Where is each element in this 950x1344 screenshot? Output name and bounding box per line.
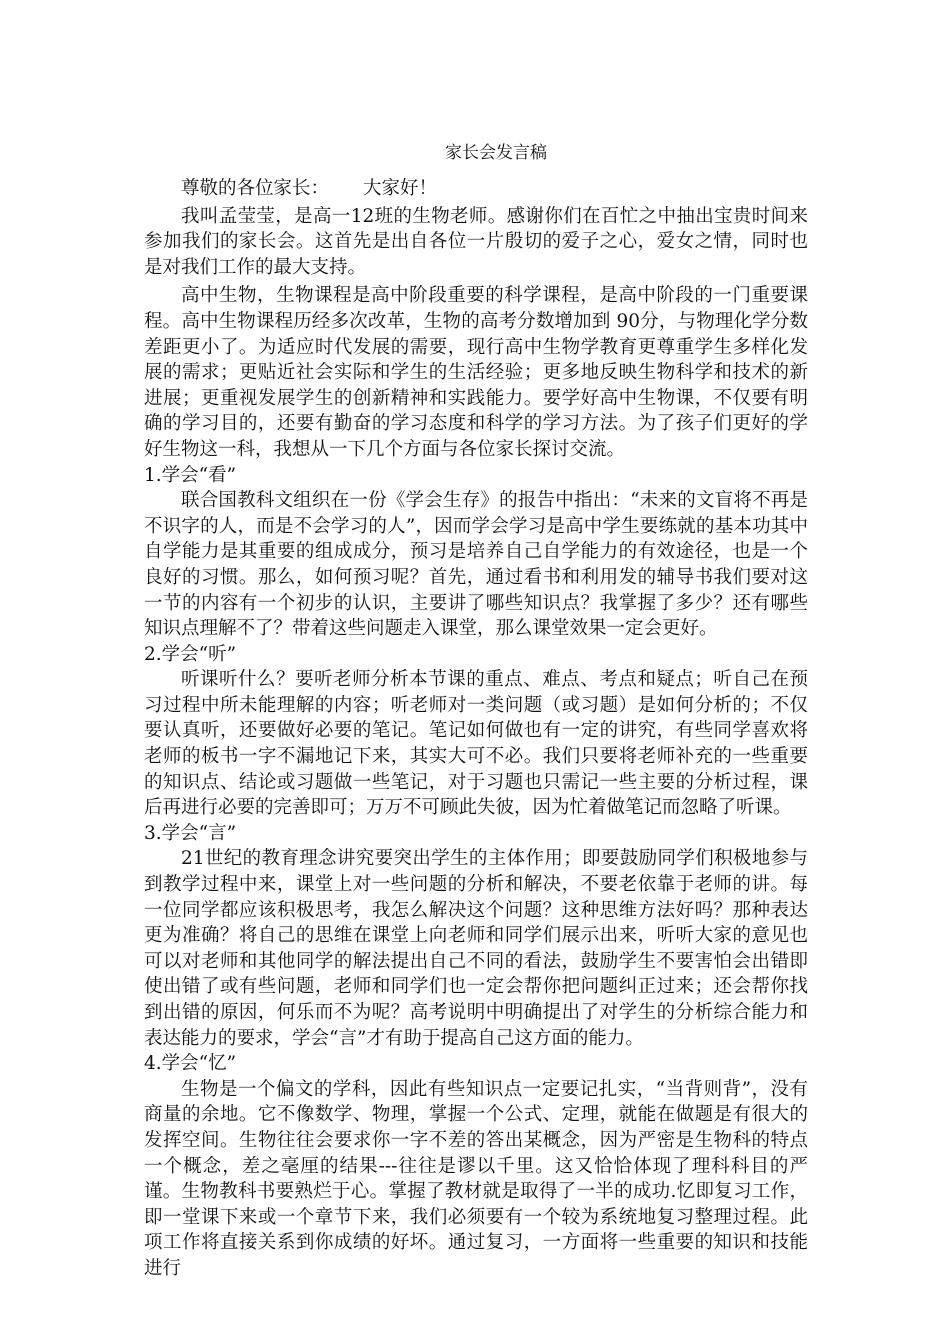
greeting-line bbox=[144, 176, 808, 202]
section-body-listen: 听课听什么？要听老师分析本节课的重点、难点、考点和疑点；听自己在预习过程中所未能理解的内容；听老师对一类问题（或习题）是如何分析的；不仅要认真听，还要做好必要的笔记。笔记如何做也有一定的讲究，有些同学喜欢将老师的板书一字不漏地记下来，其实大可不必。我们只要将老师补充的一些重要的知识点、结论或习题做一些笔记，对于习题也只需记一些主要的分析过程，课后再进行必要的完善即可；万万不可顾此失彼，因为忙着做笔记而忽略了听课。 bbox=[144, 669, 808, 819]
page-title: 家长会发言稿 bbox=[445, 143, 547, 163]
section-heading-speak: 3.学会“言” bbox=[144, 822, 237, 844]
biology-overview-paragraph: 高中生物，生物课程是高中阶段重要的科学课程，是高中阶段的一门重要课程。高中生物课程历经多次改革，生物的高考分数增加到 90分，与物理化学分数差距更小了。为适应时代发展的需要，现行高中生物学教育更尊重学生多样化发展的需求；更贴近社会实际和学生的生活经验；更多地反映生物科学和技术的新进展；更重视发展学生的创新精神和实践能力。要学好高中生物课，不仅要有明确的学习目的，还要有勤奋的学习态度和科学的学习方法。为了孩子们更好的学好生物这一科，我想从一下几个方面与各位家长探讨交流。 bbox=[144, 285, 808, 460]
section-heading-listen: 2.学会“听” bbox=[144, 643, 237, 665]
section-heading-recall: 4.学会“忆” bbox=[144, 1053, 237, 1075]
section-body-speak: 21世纪的教育理念讲究要突出学生的主体作用；即要鼓励同学们积极地参与到教学过程中来，课堂上对一些问题的分析和解决，不要老依靠于老师的讲。每一位同学都应该积极思考，我怎么解决这个问题？这种思维方法好吗？那种表达更为准确？将自己的思维在课堂上向老师和同学们展示出来，听听大家的意见也可以对老师和其他同学的解法提出自己不同的看法，鼓励学生不要害怕会出错即使出错了或有些问题，老师和同学们也一定会帮你把问题纠正过来；还会帮你找到出错的原因，何乐而不为呢？高考说明中明确提出了对学生的分析综合能力和表达能力的要求，学会“言”才有助于提高自己这方面的能力。 bbox=[144, 848, 808, 1049]
greeting-salutation: 尊敬的各位家长： bbox=[181, 178, 330, 199]
section-heading-look: 1.学会“看” bbox=[144, 464, 237, 486]
document-body bbox=[144, 141, 808, 1282]
intro-paragraph: 我叫孟莹莹，是高一12班的生物老师。感谢你们在百忙之中抽出宝贵时间来参加我们的家长会。这首先是出自各位一片殷切的爱子之心，爱女之情，同时也是对我们工作的最大支持。 bbox=[144, 205, 808, 278]
section-body-recall: 生物是一个偏文的学科，因此有些知识点一定要记扎实，“当背则背”，没有商量的余地。它不像数学、物理，掌握一个公式、定理，就能在做题是有很大的发挥空间。生物往往会要求你一字不差的答出某概念，因为严密是生物科的特点一个概念，差之毫厘的结果---往往是谬以千里。这又恰恰体现了理科科目的严谨。生物教科书要熟烂于心。掌握了教材就是取得了一半的成功.忆即复习工作，即一堂课下来或一个章节下来，我们必须要有一个较为系统地复习整理过程。此项工作将直接关系到你成绩的好坏。通过复习，一方面将一些重要的知识和技能进行 bbox=[144, 1078, 808, 1279]
greeting-hello: 大家好！ bbox=[363, 178, 438, 199]
section-body-look: 联合国教科文组织在一份《学会生存》的报告中指出：“未来的文盲将不再是不识字的人，而是不会学习的人”，因而学会学习是高中学生要练就的基本功其中自学能力是其重要的组成成分，预习是培养自己自学能力的有效途径，也是一个良好的习惯。那么，如何预习呢？首先，通过看书和利用发的辅导书我们要对这一节的内容有一个初步的认识，主要讲了哪些知识点？我掌握了多少？还有哪些知识点理解不了？带着这些问题走入课堂，那么课堂效果一定会更好。 bbox=[144, 490, 808, 640]
